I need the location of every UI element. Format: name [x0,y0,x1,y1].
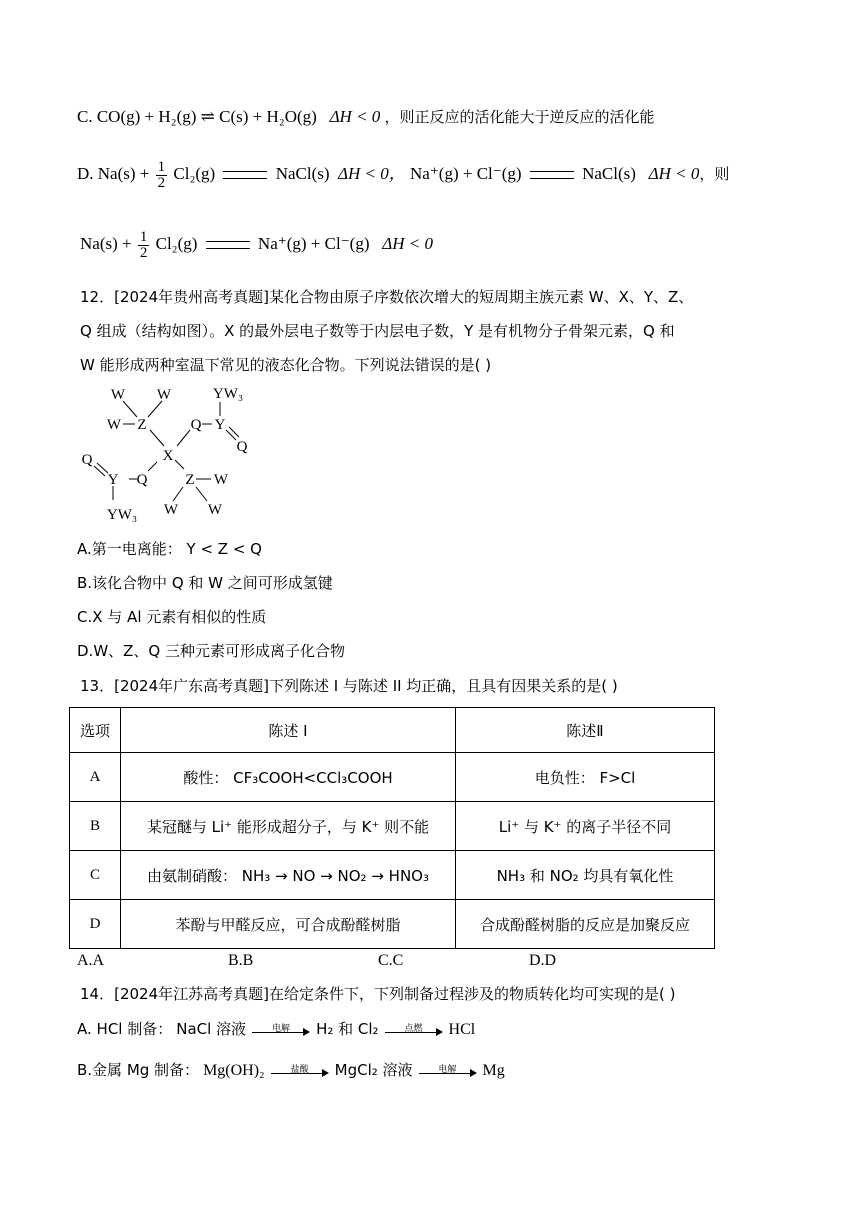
q12-option-c: C.X 与 Al 元素有相似的性质 [77,608,267,626]
enthalpy: ΔH < 0 [329,107,381,126]
table-row [70,851,715,900]
equation-part: Na(s) + [80,234,132,253]
fraction [138,230,150,261]
table-row [70,753,715,802]
atom-label: Y [107,472,119,488]
fraction-den: 2 [157,174,166,191]
fraction-num: 1 [157,158,166,175]
equation-part: Cl₂(g) [173,164,216,183]
atom-label: W [213,472,229,488]
q13-stem: 13．[2024年广东高考真题]下列陈述 I 与陈述 II 均正确，且具有因果关系的是( ) [80,677,618,695]
reaction-arrow [385,1020,443,1040]
atom-label: Q [136,472,148,488]
reaction-species: NaCl 溶液 [176,1020,247,1038]
arrow-condition: 盐酸 [290,1065,309,1076]
option-prefix: A. HCl 制备： [77,1020,173,1038]
reaction-arrow [419,1061,477,1081]
q12-stem-line3: W 能形成两种室温下常见的液态化合物。下列说法错误的是( ) [80,356,492,374]
equation-part: Na⁺(g) + Cl⁻(g) [410,164,522,183]
q11-option-d [77,154,729,194]
arrow-condition: 点燃 [404,1024,423,1035]
table-cell-statement1: 苯酚与甲醛反应，可合成酚醛树脂 [121,900,456,949]
table-cell-option: C [70,851,121,900]
atom-label: W [207,502,223,518]
fraction [156,160,168,191]
atom-label: W [163,502,179,518]
equation-part: NaCl(s) [582,164,636,183]
atom-label: W [106,417,122,433]
option-text: ，则正反应的活化能大于逆反应的活化能 [384,108,655,126]
atom-label: YW₃ [212,386,244,402]
enthalpy: ΔH < 0 [648,164,700,183]
atom-label: Z [137,417,147,433]
equation-part: Cl₂(g) [155,234,198,253]
atom-label: Q [81,452,93,468]
table-cell-option: B [70,802,121,851]
reaction-species: H₂ 和 Cl₂ [316,1020,379,1038]
atom-label: YW₃ [106,507,138,523]
reaction-species: Mg(OH)₂ [203,1062,265,1079]
table-row [70,900,715,949]
q12-option-b: B.该化合物中 Q 和 W 之间可形成氢键 [77,574,333,592]
q12-stem-line2: Q 组成（结构如图）。X 的最外层电子数等于内层电子数，Y 是有机物分子骨架元素，Q 和 [80,322,675,340]
equation-part: Na(s) + [97,164,150,183]
q14-option-a [77,1016,475,1042]
table-header-cell: 陈述 I [121,708,456,753]
table-cell-statement2: NH₃ 和 NO₂ 均具有氧化性 [456,851,715,900]
option-text: ，则 [699,165,730,183]
q12-stem-line1: 12．[2024年贵州高考真题]某化合物由原子序数依次增大的短周期主族元素 W、X、Y、Z、 [80,288,694,306]
q12-option-d: D.W、Z、Q 三种元素可形成离子化合物 [77,642,346,660]
atom-label: X [162,448,174,464]
table-header-cell: 选项 [70,708,121,753]
table-cell-statement1: 酸性： CF₃COOH<CCl₃COOH [121,753,456,802]
q14-option-b [77,1057,505,1083]
reaction-arrow [252,1020,310,1040]
q13-answer-d: D.D [529,952,557,969]
structure-diagram [76,384,266,526]
reaction-species: MgCl₂ 溶液 [334,1061,413,1079]
equals-sign [206,241,250,249]
arrow-condition: 电解 [272,1024,291,1035]
reaction-arrow [271,1061,329,1081]
q11-option-c [77,106,655,128]
atom-label: W [110,387,126,403]
table-row [70,802,715,851]
table-cell-option: D [70,900,121,949]
atom-label: Q [190,417,202,433]
table-cell-statement2: Li⁺ 与 K⁺ 的离子半径不同 [456,802,715,851]
equals-sign [530,171,574,179]
option-prefix: C. [77,107,93,126]
option-prefix: B.金属 Mg 制备： [77,1061,200,1079]
equation: CO(g) + H₂(g) ⇌ C(s) + H₂O(g) [96,107,317,126]
equation-part: NaCl(s) [275,164,330,183]
table-cell-statement2: 合成酚醛树脂的反应是加聚反应 [456,900,715,949]
atom-label: Z [185,472,195,488]
table-header-row [70,708,715,753]
table-header-cell: 陈述Ⅱ [456,708,715,753]
q13-table [69,707,715,949]
table-cell-statement1: 某冠醚与 Li⁺ 能形成超分子，与 K⁺ 则不能 [121,802,456,851]
table-cell-option: A [70,753,121,802]
equation-part: Na⁺(g) + Cl⁻(g) [257,234,370,253]
q14-stem: 14．[2024年江苏高考真题]在给定条件下，下列制备过程涉及的物质转化均可实现的是( ) [80,985,676,1003]
equals-sign [223,171,267,179]
atom-label: Y [214,417,226,433]
atom-label: Q [236,439,248,455]
fraction-num: 1 [139,228,148,245]
reaction-species: Mg [482,1062,505,1079]
q13-answer-a: A.A [77,952,105,969]
enthalpy: ΔH < 0， [338,164,406,183]
arrow-condition: 电解 [438,1065,457,1076]
reaction-species: HCl [448,1021,476,1038]
fraction-den: 2 [139,244,148,261]
table-cell-statement2: 电负性： F>Cl [456,753,715,802]
q12-option-a: A.第一电离能： Y < Z < Q [77,540,262,558]
q11-option-d-line2 [80,224,433,264]
q13-answer-b: B.B [228,952,254,969]
enthalpy: ΔH < 0 [382,234,433,253]
atom-label: W [156,387,172,403]
table-cell-statement1: 由氨制硝酸： NH₃ → NO → NO₂ → HNO₃ [121,851,456,900]
option-prefix: D. [77,164,94,183]
q13-answer-c: C.C [378,952,404,969]
